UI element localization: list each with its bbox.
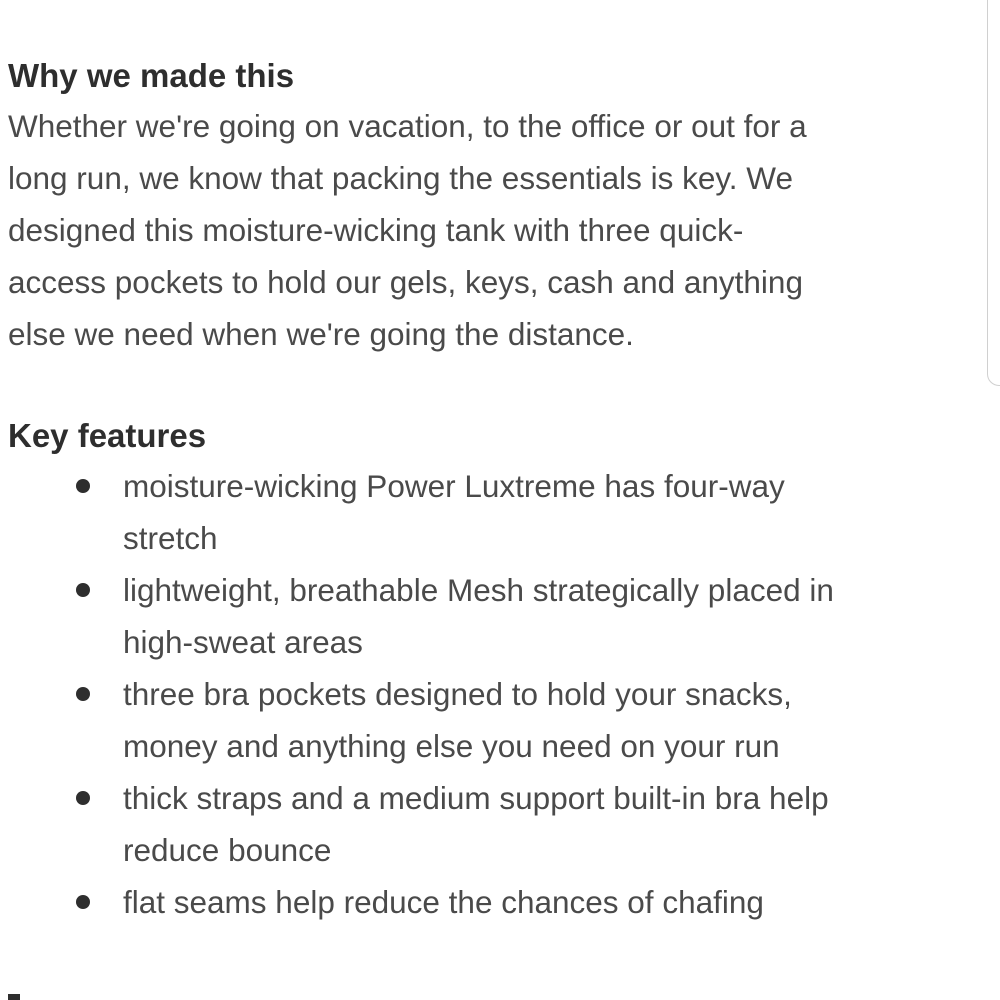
scrollbar-track[interactable] bbox=[987, 0, 1000, 386]
why-we-made-this-heading: Why we made this bbox=[8, 57, 295, 94]
product-details bbox=[8, 52, 988, 928]
why-we-made-this-section bbox=[8, 52, 988, 360]
feature-line: flat seams help reduce the chances of chafing bbox=[123, 884, 764, 920]
feature-line: money and anything else you need on your run bbox=[123, 728, 780, 764]
feature-line: three bra pockets designed to hold your snacks, bbox=[123, 676, 792, 712]
body-line: access pockets to hold our gels, keys, cash and anything bbox=[8, 264, 803, 300]
next-section-heading-peek bbox=[8, 982, 88, 1000]
body-line: Whether we're going on vacation, to the office or out for a bbox=[8, 108, 807, 144]
bullet-icon bbox=[76, 791, 90, 805]
list-item bbox=[8, 564, 988, 668]
why-we-made-this-body bbox=[8, 100, 988, 360]
bullet-icon bbox=[76, 479, 90, 493]
feature-line: reduce bounce bbox=[123, 832, 332, 868]
list-item bbox=[8, 772, 988, 876]
list-item bbox=[8, 460, 988, 564]
feature-line: thick straps and a medium support built-in bra help bbox=[123, 780, 829, 816]
body-line: designed this moisture-wicking tank with three quick- bbox=[8, 212, 744, 248]
bullet-icon bbox=[76, 687, 90, 701]
feature-line: moisture-wicking Power Luxtreme has four-way bbox=[123, 468, 785, 504]
section-spacer bbox=[8, 360, 988, 412]
body-line: else we need when we're going the distance. bbox=[8, 316, 634, 352]
feature-line: high-sweat areas bbox=[123, 624, 363, 660]
bullet-icon bbox=[76, 583, 90, 597]
list-item bbox=[8, 876, 988, 928]
body-line: long run, we know that packing the essentials is key. We bbox=[8, 160, 793, 196]
feature-line: stretch bbox=[123, 520, 218, 556]
key-features-section bbox=[8, 412, 988, 928]
key-features-heading: Key features bbox=[8, 417, 207, 454]
feature-line: lightweight, breathable Mesh strategically placed in bbox=[123, 572, 834, 608]
list-item bbox=[8, 668, 988, 772]
features-list bbox=[8, 460, 988, 928]
bullet-icon bbox=[76, 895, 90, 909]
